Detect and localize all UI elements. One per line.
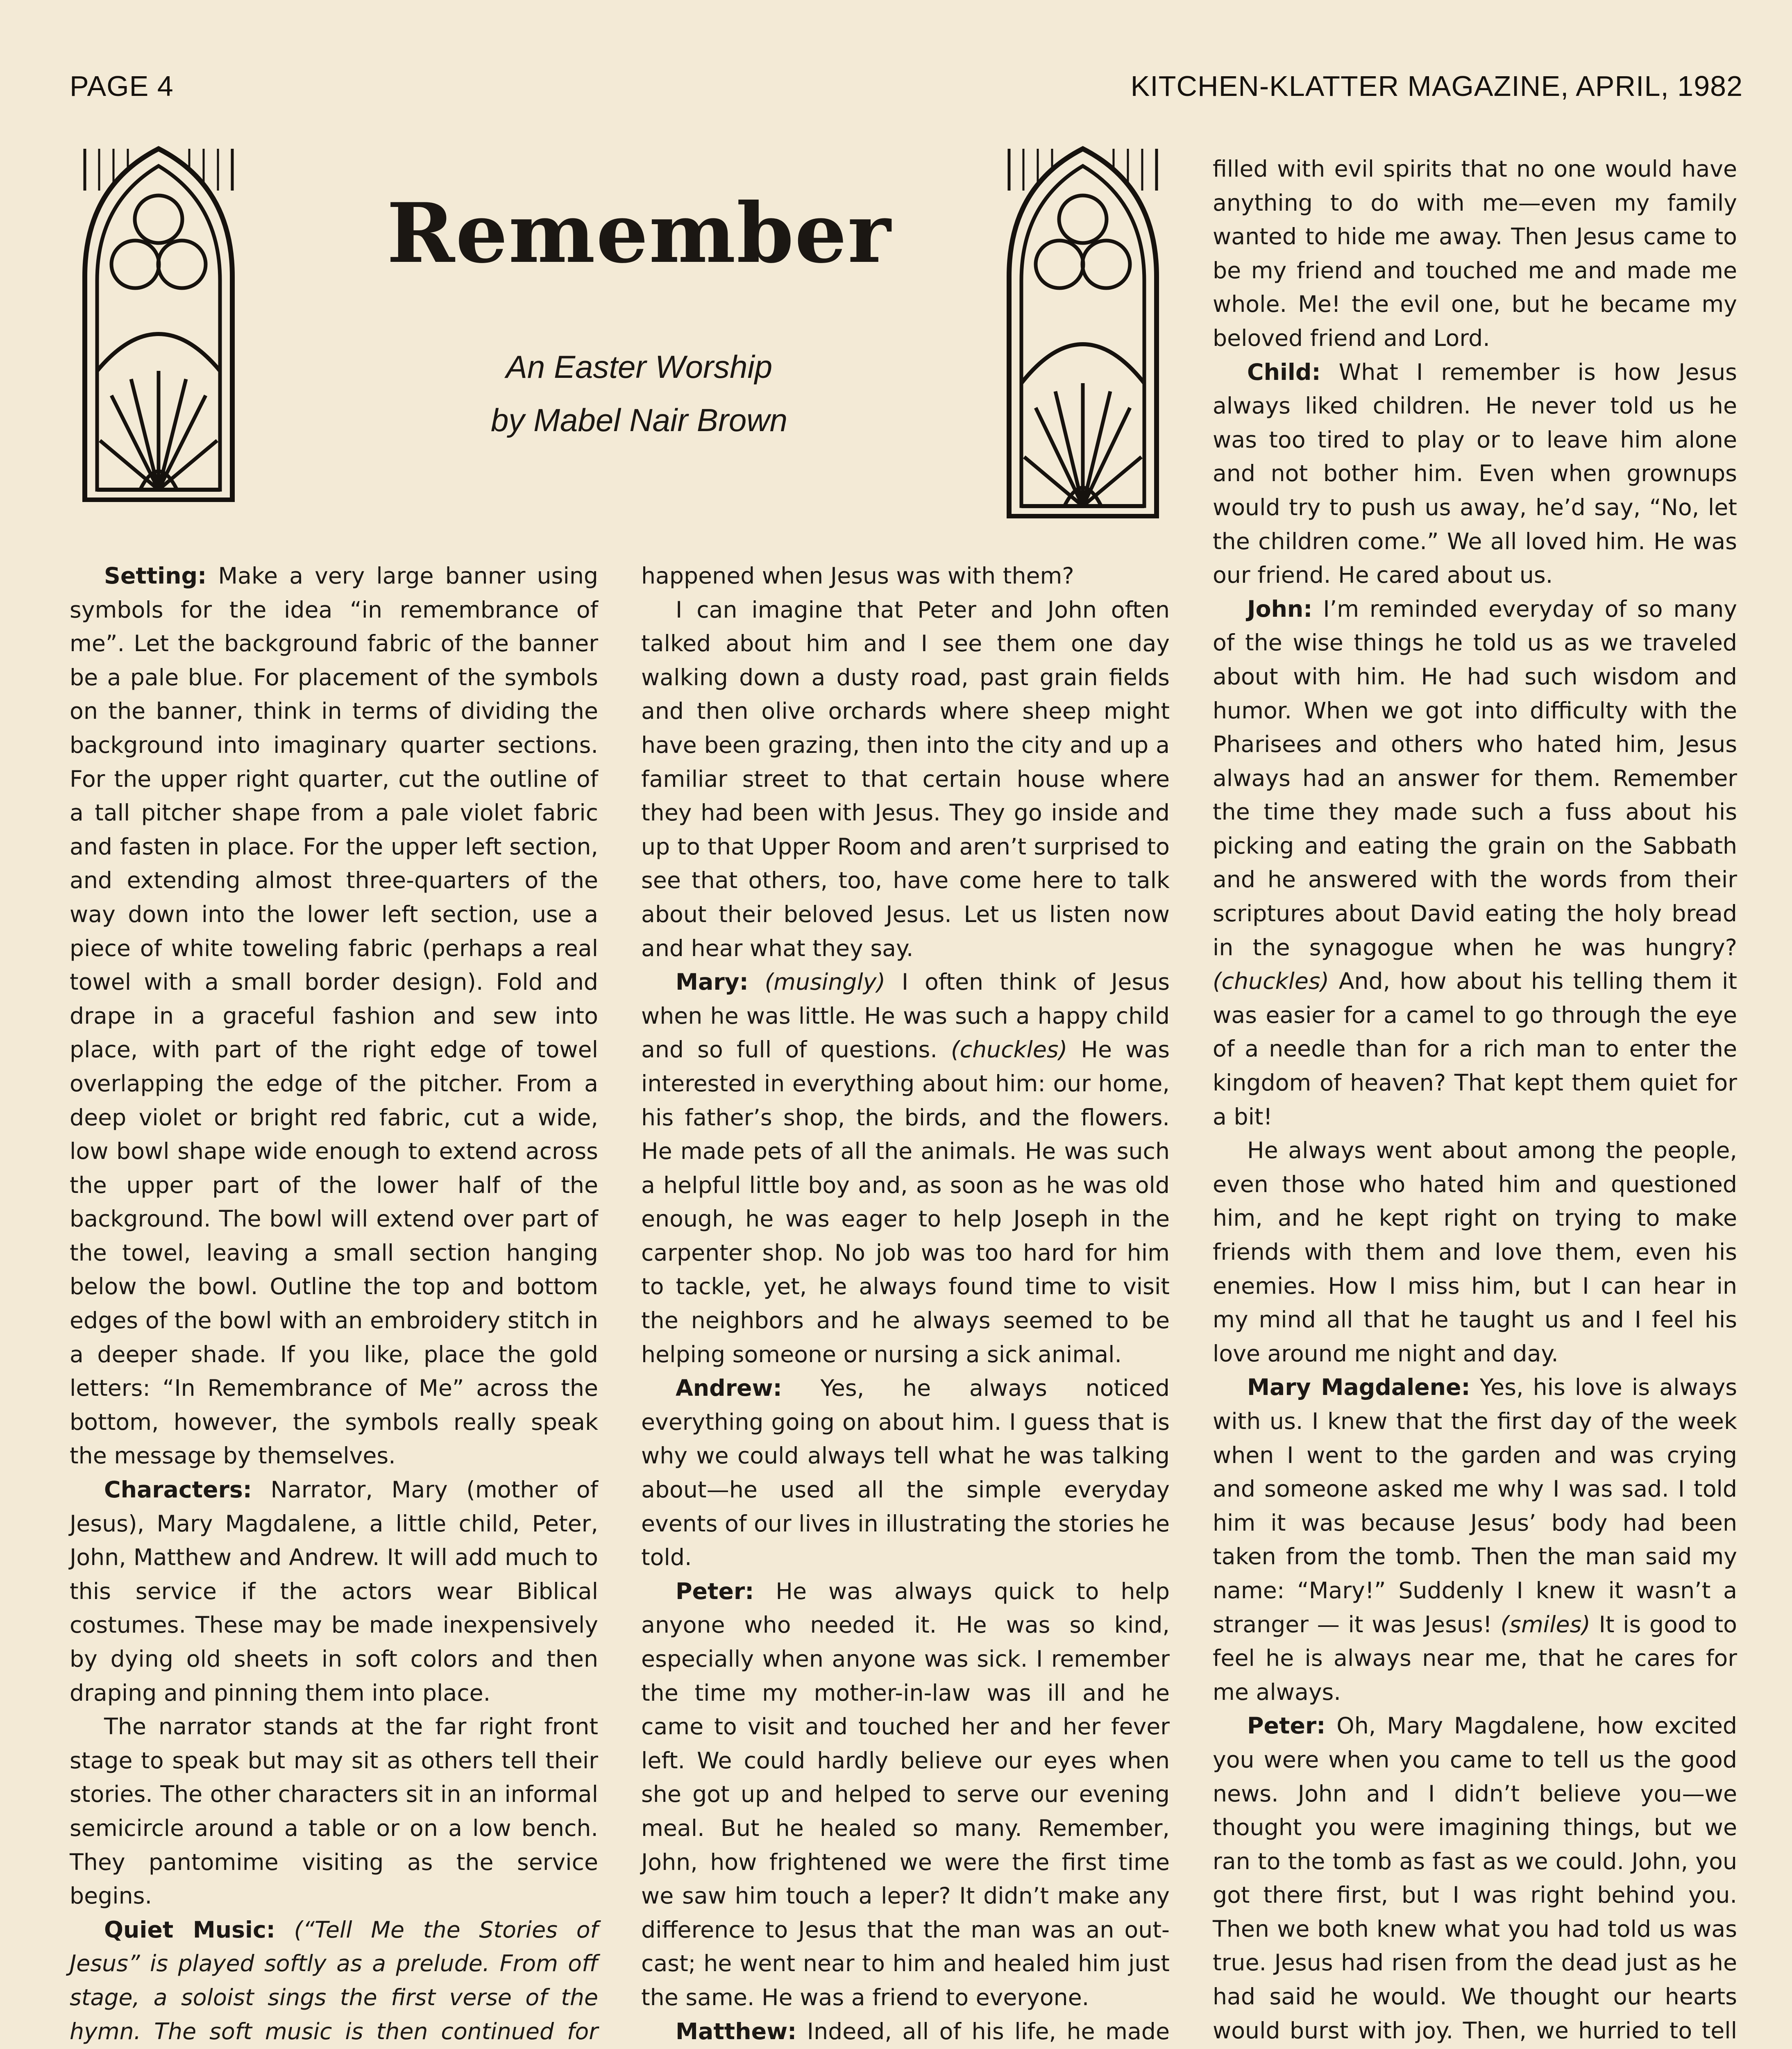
paragraph-text: He always went about among the people, even those who hated him and questioned him, and he kept right on trying to make friends with them and love them, even his enemies. How I miss him, but I can hear in my mind all that he taught us and I feel his love around me night and day. — [1213, 1138, 1737, 1367]
speaker-label: John: — [1247, 596, 1313, 622]
paragraph — [1213, 356, 1737, 593]
article-title: Remember — [386, 185, 892, 282]
stage-direction: (musingly) — [748, 969, 886, 996]
paragraph — [641, 1575, 1170, 2015]
paragraph-text: He was interested in everything about him: our home, his father’s shop, the birds, and the flowers. He made pets of all the animals. He was such a helpful little boy and, as soon as he was old enough, he was eager to help Joseph in the carpenter shop. No job was too hard for him to tackle, yet, he always found time to visit the neighbors and he always seemed to be helping someone or nursing a sick animal. — [641, 1037, 1170, 1368]
paragraph-text: The narrator stands at the far right front stage to speak but may sit as others tell their stories. The other characters sit in an informal semicircle around a table or on a low bench. They pantomime visiting as the service begins. — [70, 1714, 598, 1910]
paragraph — [641, 1372, 1170, 1575]
paragraph — [641, 593, 1170, 966]
page-number: PAGE 4 — [70, 70, 174, 102]
paragraph — [1213, 1709, 1737, 2049]
article-byline: by Mabel Nair Brown — [491, 402, 787, 438]
paragraph-text: It is good to feel he is always near me, that he cares for me always. — [1213, 1611, 1737, 1706]
paragraph — [1213, 1134, 1737, 1371]
speaker-label: Matthew: — [676, 2018, 797, 2045]
speaker-label: Mary: — [676, 969, 749, 996]
paragraph-text: What I remember is how Jesus always liked children. He never told us he was too tired to play or to leave him alone and not bother him. Even when grownups would try to push us away, he’d say, “No, let the children come.” We all loved him. He was our friend. He cared about us. — [1213, 359, 1737, 589]
gothic-window-right-icon — [1003, 141, 1163, 518]
paragraph — [70, 1473, 598, 1710]
paragraph-text: He was always quick to help anyone who needed it. He was so kind, especially when anyone was sick. I remember the time my mother-in-law was ill and he came to visit and touched her and her fever left. We could hardly believe our eyes when she got up and helped to serve our evening meal. But he healed so many. Remember, John, how frightened we were the first time we saw him touch a leper? It didn’t make any difference to Jesus that the man was an outcast; he went near to him and healed him just the same. He was a friend to everyone. — [641, 1578, 1170, 2011]
stage-direction: (chuckles) — [1213, 968, 1329, 995]
gothic-window-left-icon — [79, 141, 238, 502]
paragraph — [70, 1710, 598, 1913]
paragraph — [1213, 1371, 1737, 1709]
paragraph-text: I often think of Jesus when he was little. He was such a happy child and so full of questions. — [641, 969, 1170, 1063]
paragraph — [1213, 152, 1737, 356]
paragraph — [70, 559, 598, 1473]
column-3 — [1213, 152, 1737, 2049]
section-label: Quiet Music: — [104, 1917, 275, 1943]
speaker-label: Andrew: — [676, 1375, 782, 1402]
paragraph — [641, 965, 1170, 1372]
paragraph-text: I’m reminded everyday of so many of the wise things he told us as we traveled about with him. He had such wisdom and humor. When we got into difficulty with the Pharisees and others who hated him, Jesus always had an answer for them. Remember the time they made such a fuss about his picking and eating the grain on the Sabbath and he answered with the words from their scriptures about David eating the holy bread in the synagogue when he was hungry? — [1213, 596, 1737, 961]
paragraph — [1213, 593, 1737, 1134]
paragraph-text: Narrator, Mary (mother of Jesus), Mary Magdalene, a little child, Peter, John, Matthew and Andrew. It will add much to this service if the actors wear Biblical costumes. These may be made inexpensively by dying old sheets in soft colors and then draping and pinning them into place. — [70, 1477, 598, 1706]
paragraph-text: Yes, he always noticed everything going on about him. I guess that is why we could always tell what he was talking about—he used all the simple everyday events of our lives in illustrating the stories he told. — [641, 1375, 1170, 1571]
paragraph — [641, 559, 1170, 593]
stage-direction: (chuckles) — [937, 1037, 1068, 1063]
section-label: Characters: — [104, 1477, 252, 1504]
paragraph-text: And, how about his telling them it was easier for a camel to go through the eye of a needle than for a rich man to enter the kingdom of heaven? That kept them quiet for a bit! — [1213, 968, 1737, 1130]
paragraph-text: Yes, his love is always with us. I knew that the first day of the week when I went to the garden and was crying and someone asked me why I was sad. I told him it was because Jesus’ body had been taken from the tomb. Then the man said my name: “Mary!” Suddenly I knew it wasn’t a stranger — it was Jesus! — [1213, 1374, 1738, 1638]
speaker-label: Peter: — [676, 1578, 754, 1605]
paragraph-text: Indeed, all of his life, he made — [807, 2018, 1170, 2045]
paragraph-text: I can imagine that Peter and John often talked about him and I see them one day walking down a dusty road, past grain fields and then olive orchards where sheep might have been grazing, then into the city and up a familiar street to that certain house where they had been with Jesus. They go inside and up to that Upper Room and aren’t surprised to see that others, too, have come here to talk about their beloved Jesus. Let us listen now and hear what they say. — [641, 597, 1170, 962]
paragraph-text: Oh, Mary Magdalene, how excited you were when you came to tell us the good news. John and I didn’t believe you—we thought you were imagining things, but we ran to the tomb as fast as we could. John, you got there first, but I was right behind you. Then we both knew what you had told us was true. Jesus had risen from the dead just as he had said he would. We thought our hearts would burst with joy. Then, we hurried to tell — [1213, 1713, 1737, 2044]
column-1 — [70, 559, 598, 2049]
column-2 — [641, 559, 1170, 2049]
paragraph — [641, 2015, 1170, 2049]
speaker-label: Peter: — [1247, 1713, 1326, 1740]
paragraph-text: filled with evil spirits that no one would have anything to do with me—even my family wanted to hide me away. Then Jesus came to be my friend and touched me and made me whole. Me! the evil one, but he became my beloved friend and Lord. — [1213, 156, 1737, 352]
section-label: Setting: — [104, 563, 207, 589]
stage-direction: (“Tell Me the Stories of Jesus” is played softly as a prelude. From off stage, a soloist sings the first verse of the hymn. The soft music is then continued for — [70, 1917, 598, 2045]
paragraph-text: happened when Jesus was with them? — [641, 563, 1074, 589]
paragraph-text: Make a very large banner using symbols for the idea “in remembrance of me”. Let the background fabric of the banner be a pale blue. For placement of the symbols on the banner, think in terms of dividing the background into imaginary quarter sections. For the upper right quarter, cut the outline of a tall pitcher shape from a pale violet fabric and fasten in place. For the upper left section, and extending almost three-quarters of the way down into the lower left section, use a piece of white toweling fabric (perhaps a real towel with a small border design). Fold and drape in a graceful fashion and sew into place, with part of the right edge of towel overlapping the edge of the pitcher. From a deep violet or bright red fabric, cut a wide, low bowl shape wide enough to extend across the upper part of the lower half of the background. The bowl will extend over part of the towel, leaving a small section hanging below the bowl. Outline the top and bottom edges of the bowl with an embroidery stitch in a deeper shade. If you like, place the gold letters: “In Remembrance of Me” across the bottom, however, the symbols really speak the message by themselves. — [70, 563, 598, 1470]
magazine-title: KITCHEN-KLATTER MAGAZINE, APRIL, 1982 — [1130, 70, 1743, 102]
speaker-label: Child: — [1247, 359, 1321, 386]
article-subtitle: An Easter Worship — [506, 349, 773, 385]
paragraph — [70, 1913, 598, 2049]
stage-direction: (smiles) — [1492, 1611, 1590, 1638]
speaker-label: Mary Magdalene: — [1247, 1374, 1470, 1401]
